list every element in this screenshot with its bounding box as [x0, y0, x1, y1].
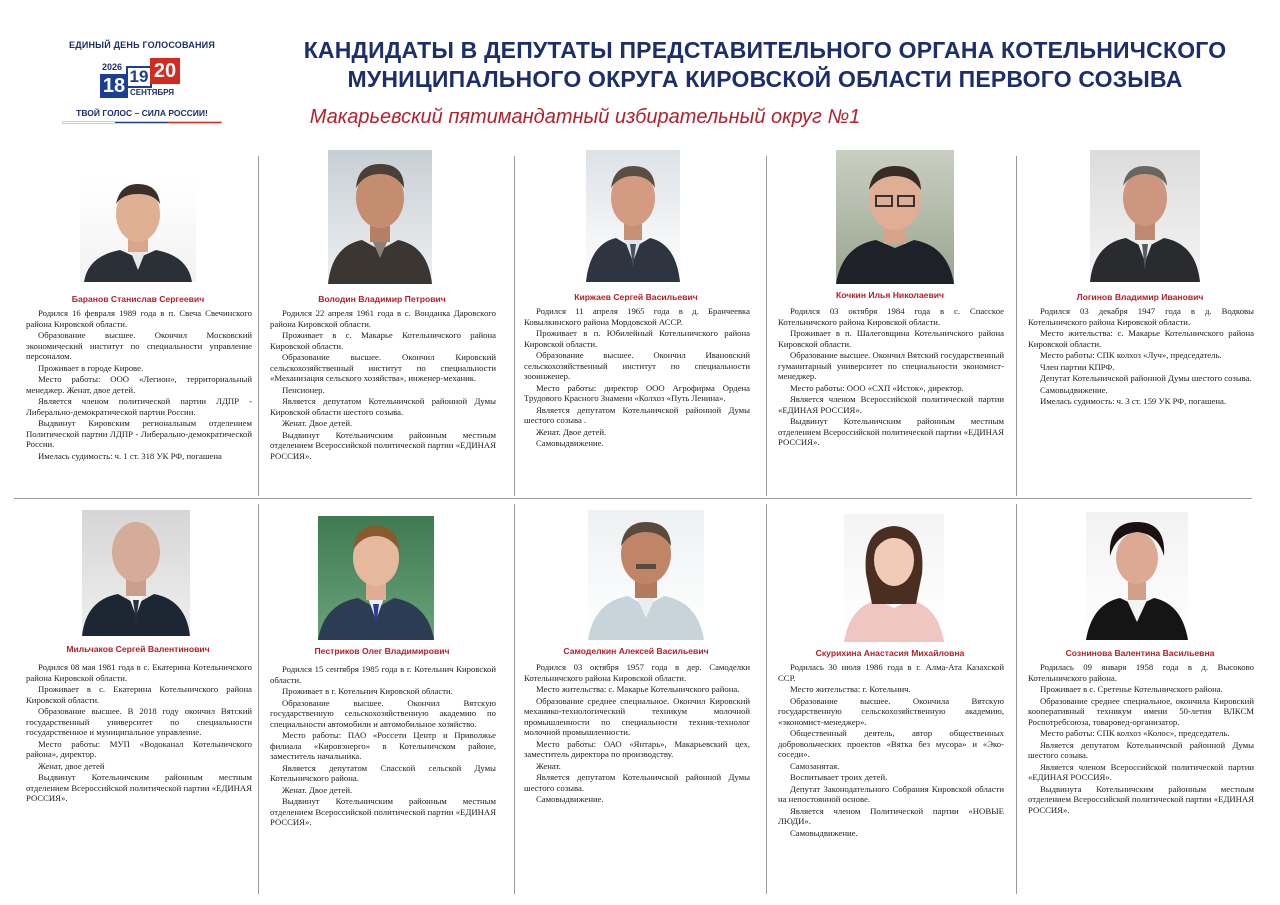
candidate-bio — [1028, 662, 1254, 816]
bio-paragraph: Родился 03 декабря 1947 года в д. Водковы Котельничского района Кировской области. — [1028, 306, 1254, 327]
column-divider — [514, 504, 515, 894]
logo-top-text: ЕДИНЫЙ ДЕНЬ ГОЛОСОВАНИЯ — [69, 40, 215, 50]
candidate-name: Киржаев Сергей Васильевич — [574, 292, 698, 302]
portrait-icon — [1086, 512, 1188, 640]
bio-paragraph: Самозанятая. — [790, 760, 840, 771]
bio-paragraph: Женат. Двое детей. — [282, 418, 353, 428]
candidate-bio — [778, 662, 1004, 839]
bio-paragraph: Место работы: СПК колхоз «Колос», председатель. — [1040, 728, 1230, 738]
portrait-icon — [844, 514, 944, 642]
column-divider — [258, 504, 259, 894]
page-subtitle: Макарьевский пятимандатный избирательный округ №1 — [309, 106, 861, 128]
candidate-card — [772, 150, 1008, 495]
bio-paragraph: Имелась судимость: ч. 3 ст. 159 УК РФ, погашена. — [1040, 396, 1227, 406]
candidate-name: Самоделкин Алексей Васильевич — [563, 646, 709, 656]
bio-paragraph: Выдвинут Котельничским районным местным отделением Всероссийской политической партии «ЕДИНАЯ РОССИЯ». — [26, 772, 252, 803]
column-divider — [1016, 504, 1017, 894]
bio-paragraph: Выдвинут Котельничским районным местным отделением Всероссийской политической партии «ЕДИНАЯ РОССИЯ». — [270, 429, 496, 461]
bio-paragraph: Место работы: ПАО «Россети Центр и Приволжье филиала «Кировэнерго» в Котельничском районе, заместитель начальника. — [270, 730, 496, 761]
portrait-icon — [80, 178, 196, 282]
portrait-icon — [588, 510, 704, 640]
candidate-photo — [844, 514, 944, 642]
column-divider — [766, 156, 767, 496]
bio-paragraph: Образование высшее. Окончил Московский экономический институт по специальности управление персоналом. — [26, 330, 252, 361]
bio-paragraph: Место работы: директор ООО Агрофирма Ордена Трудового Красного Знамени «Колхоз «Путь Ленина». — [524, 382, 750, 403]
column-divider — [258, 156, 259, 496]
bio-paragraph: Выдвинут Кировским региональным отделением Политической партии ЛДПР - Либерально-демократической России. — [26, 418, 252, 449]
candidate-bio — [1028, 306, 1254, 408]
candidate-name: Баранов Станислав Сергеевич — [71, 294, 205, 304]
bio-paragraph: Самовыдвижение. — [790, 827, 858, 838]
bio-paragraph: Депутат Котельничской районной Думы шестого созыва. — [1040, 373, 1252, 383]
portrait-icon — [328, 150, 432, 284]
title-line-1: КАНДИДАТЫ В ДЕПУТАТЫ ПРЕДСТАВИТЕЛЬНОГО ОРГАНА КОТЕЛЬНИЧСКОГО — [303, 37, 1227, 63]
bio-paragraph: Родился 03 октября 1984 года в с. Спасское Котельничского района Кировской области. — [778, 306, 1004, 327]
candidate-card — [518, 506, 754, 896]
candidate-name: Скурихина Анастасия Михайловна — [815, 648, 965, 658]
bio-paragraph: Место жительства: с. Макарье Котельничского района. — [536, 684, 740, 694]
logo-slogan: ТВОЙ ГОЛОС – СИЛА РОССИИ! — [76, 108, 208, 118]
logo-year: 2026 — [102, 62, 123, 72]
candidate-photo — [1086, 512, 1188, 640]
candidate-photo — [80, 178, 196, 282]
portrait-icon — [586, 150, 680, 282]
candidate-bio — [270, 308, 496, 462]
bio-paragraph: Является членом Всероссийской политической партии «ЕДИНАЯ РОССИЯ». — [778, 394, 1004, 415]
bio-paragraph: Место работы: МУП «Водоканал Котельничского района», директор. — [26, 738, 252, 759]
candidate-name: Пестриков Олег Владимирович — [314, 646, 450, 656]
portrait-icon — [1090, 150, 1200, 282]
bio-paragraph: Пенсионер. — [282, 384, 325, 395]
bio-paragraph: Женат. — [536, 760, 561, 771]
bio-paragraph: Имелась судимость: ч. 1 ст. 318 УК РФ, погашена — [38, 450, 222, 461]
candidate-photo — [318, 516, 434, 640]
bio-paragraph: Место работы: ОАО «Янтарь», Макарьевский цех, заместитель директора по производству. — [524, 738, 750, 759]
candidate-photo — [588, 510, 704, 640]
bio-paragraph: Проживает в п. Шалеговщина Котельничского района Кировской области. — [778, 328, 1004, 349]
row-divider — [14, 498, 1252, 499]
portrait-icon — [82, 510, 190, 636]
candidate-bio — [778, 306, 1004, 449]
bio-paragraph: Образование высшее. В 2018 году окончил Вятский государственный университет по специальности государственное и муниципальное управление. — [26, 706, 252, 737]
bio-paragraph: Родился 22 апреля 1961 года в с. Вонданка Даровского района Кировской области. — [270, 308, 496, 329]
bio-paragraph: Является депутатом Спасской сельской Думы Котельничского района. — [270, 762, 496, 783]
bio-paragraph: Выдвинута Котельничским районным местным отделением Всероссийской политической партии «ЕДИНАЯ РОССИЯ». — [1028, 783, 1254, 815]
bio-paragraph: Самовыдвижение. — [1040, 384, 1108, 395]
candidate-bio — [26, 662, 252, 805]
bio-paragraph: Является депутатом Котельничской районной Думы шестого созыва . — [524, 404, 750, 425]
bio-paragraph: Является членом политической партии ЛДПР - Либерально-демократической партии России. — [26, 396, 252, 417]
election-logo — [62, 40, 222, 128]
bio-paragraph: Является депутатом Котельничской районной Думы Кировской области шестого созыва. — [270, 396, 496, 417]
portrait-icon — [836, 150, 954, 284]
bio-paragraph: Место жительства: с. Макарье Котельничского района Кировской области. — [1028, 328, 1254, 349]
bio-paragraph: Выдвинут Котельничским районным местным отделением Всероссийской политической партии «ЕДИНАЯ РОССИЯ». — [778, 416, 1004, 447]
portrait-icon — [318, 516, 434, 640]
bio-paragraph: Самовыдвижение. — [536, 438, 604, 448]
candidate-photo — [836, 150, 954, 284]
column-divider — [514, 156, 515, 496]
flag-stripe — [62, 121, 222, 124]
bio-paragraph: Родился 08 мая 1981 года в с. Екатерина Котельничского района Кировской области. — [26, 662, 252, 683]
page-title — [270, 36, 1260, 94]
bio-paragraph: Место работы: СПК колхоз «Луч», председатель. — [1040, 350, 1222, 360]
candidate-photo — [586, 150, 680, 282]
bio-paragraph: Проживает в городе Кирове. — [38, 362, 144, 373]
candidate-bio — [524, 662, 750, 806]
bio-paragraph: Образование среднее специальное. Окончил Кировский механико-технологический техникум молочной промышленности по специальности техник-технолог молочной промышленности. — [524, 695, 750, 737]
bio-paragraph: Проживает в с. Сретенье Котельничского района. — [1040, 684, 1223, 694]
bio-paragraph: Образование среднее специальное, окончила Кировский кооперативный техникум имени 50-летия ВЛКСМ Роспотребсоюза, товаровед-организатор. — [1028, 695, 1254, 727]
candidate-card — [1022, 150, 1258, 495]
logo-dates — [62, 54, 222, 106]
title-line-2: МУНИЦИПАЛЬНОГО ОКРУГА КИРОВСКОЙ ОБЛАСТИ ПЕРВОГО СОЗЫВА — [347, 66, 1183, 92]
candidate-photo — [82, 510, 190, 636]
bio-paragraph: Проживает в с. Екатерина Котельничского района Кировской области. — [26, 684, 252, 705]
bio-paragraph: Женат. Двое детей. — [282, 784, 353, 795]
candidate-card — [20, 506, 256, 896]
bio-paragraph: Родилась 09 января 1958 года в д. Высоково Котельничского района. — [1028, 662, 1254, 683]
candidate-photo — [1090, 150, 1200, 282]
candidate-card — [264, 150, 500, 495]
bio-paragraph: Женат. Двое детей. — [536, 426, 607, 437]
bio-paragraph: Проживает в г. Котельнич Кировской области. — [282, 686, 453, 696]
candidate-bio — [524, 306, 750, 450]
candidate-name: Володин Владимир Петрович — [318, 294, 446, 304]
candidate-name: Кочкин Илья Николаевич — [835, 290, 945, 300]
bio-paragraph: Общественный деятель, автор общественных добровольческих проектов «Вятка без мусора» и «Эко-соседи». — [778, 728, 1004, 759]
candidate-card — [1022, 506, 1258, 896]
bio-paragraph: Является членом Всероссийской политической партии «ЕДИНАЯ РОССИЯ». — [1028, 761, 1254, 782]
candidate-name: Логинов Владимир Иванович — [1076, 292, 1204, 302]
candidate-card — [264, 506, 500, 896]
bio-paragraph: Родился 16 февраля 1989 года в п. Свеча Свечинского района Кировской области. — [26, 308, 252, 329]
bio-paragraph: Образование высшее. Окончил Вятский государственный гуманитарный университет по специальности экономист-менеджер. — [778, 350, 1004, 381]
column-divider — [1016, 156, 1017, 496]
bio-paragraph: Образование высшее. Окончил Вятскую государственную сельскохозяйственную академию по специальности автомобили и автомобильное хозяйство. — [270, 697, 496, 729]
candidate-card — [20, 150, 256, 495]
bio-paragraph: Место работы: ООО «СХП «Исток», директор. — [790, 382, 964, 393]
bio-paragraph: Депутат Законодательного Собрания Кировской области на непостоянной основе. — [778, 783, 1004, 804]
bio-paragraph: Образование высшее. Окончил Ивановский сельскохозяйственный институт по специальности зооинженер. — [524, 350, 750, 381]
candidate-photo — [328, 150, 432, 284]
bio-paragraph: Образование высшее. Окончила Вятскую государственную сельскохозяйственную академию, «экономист-менеджер». — [778, 695, 1004, 727]
candidate-name: Мильчаков Сергей Валентинович — [66, 644, 210, 654]
logo-month: СЕНТЯБРЯ — [130, 88, 175, 97]
candidate-bio — [270, 664, 496, 829]
bio-paragraph: Член партии КПРФ. — [1040, 361, 1115, 372]
bio-paragraph: Проживает в с. Макарье Котельничского района Кировской области. — [270, 330, 496, 351]
candidate-card — [518, 150, 754, 495]
bio-paragraph: Воспитывает троих детей. — [790, 772, 888, 782]
bio-paragraph: Родилась 30 июля 1986 года в г. Алма-Ата Казахской ССР. — [778, 662, 1004, 683]
logo-day-19: 19 — [126, 66, 152, 88]
logo-day-18: 18 — [100, 74, 128, 98]
bio-paragraph: Является депутатом Котельничской районной Думы шестого созыва. — [524, 772, 750, 793]
bio-paragraph: Родился 03 октября 1957 года в дер. Самоделки Котельничского района Кировской области. — [524, 662, 750, 683]
bio-paragraph: Родился 15 сентября 1985 года в г. Котельнич Кировской области. — [270, 664, 496, 685]
bio-paragraph: Женат, двое детей — [38, 760, 105, 771]
column-divider — [766, 504, 767, 894]
candidate-card — [772, 506, 1008, 896]
bio-paragraph: Является членом Политической партии «НОВЫЕ ЛЮДИ». — [778, 805, 1004, 826]
bio-paragraph: Самовыдвижение. — [536, 794, 604, 804]
bio-paragraph: Является депутатом Котельничской районной Думы шестого созыва. — [1028, 739, 1254, 760]
bio-paragraph: Выдвинут Котельничским районным местным отделением Всероссийской политической партии «ЕДИНАЯ РОССИЯ». — [270, 796, 496, 827]
candidate-name: Сознинова Валентина Васильевна — [1065, 648, 1215, 658]
bio-paragraph: Проживает в п. Юбилейный Котельничского района Кировской области. — [524, 328, 750, 349]
bio-paragraph: Место работы: ООО «Легион», территориальный менеджер. Женат, двое детей. — [26, 374, 252, 395]
candidate-bio — [26, 308, 252, 462]
bio-paragraph: Образование высшее. Окончил Кировский сельскохозяйственный институт по специальности «Механизация сельского хозяйства», инженер-механик. — [270, 352, 496, 383]
logo-day-20: 20 — [150, 58, 180, 84]
bio-paragraph: Родился 11 апреля 1965 года в д. Бранчеевка Ковылкинского района Мордовской АССР. — [524, 306, 750, 327]
bio-paragraph: Место жительства: г. Котельнич. — [790, 684, 911, 694]
